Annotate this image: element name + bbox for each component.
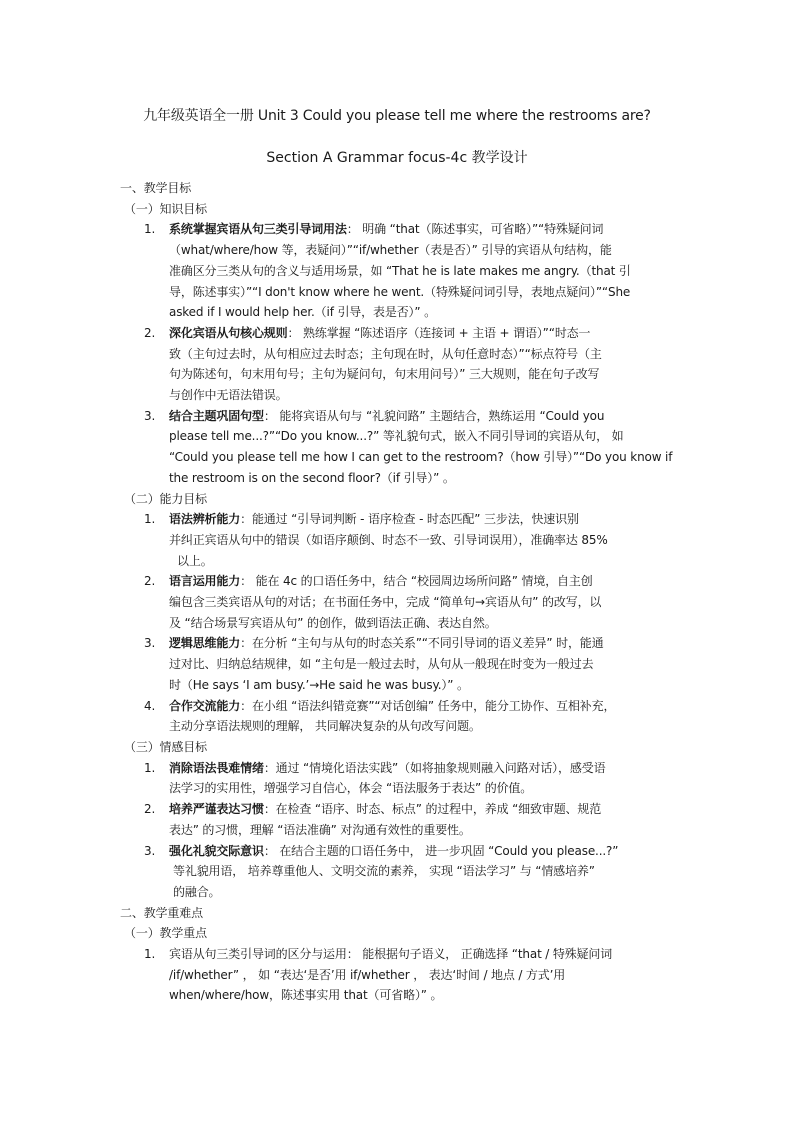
- item-text: 过对比、归纳总结规律，如 “主句是一般过去时，从句从一般现在时变为一般过去: [169, 657, 594, 672]
- list-number: 3.: [144, 636, 156, 651]
- list-item: [120, 406, 710, 489]
- document-title: 九年级英语全一册 Unit 3 Could you please tell me where the restrooms are?: [143, 108, 651, 124]
- item-text: when/where/how，陈述事实用 that（可省略）” 。: [169, 988, 443, 1003]
- list-item: [120, 758, 710, 799]
- item-text: ： 能在 4c 的口语任务中，结合 “校园周边场所问路” 情境，自主创: [240, 574, 593, 589]
- item-text: 法学习的实用性，增强学习自信心，体会 “语法服务于表达” 的价值。: [169, 781, 533, 796]
- list-item: [120, 323, 710, 406]
- list-item: [120, 944, 710, 1006]
- item-text: 等礼貌用语， 培养尊重他人、文明交流的素养， 实现 “语法学习” 与 “情感培养”: [173, 864, 595, 879]
- item-text: 时（He says ‘I am busy.’→He said he was busy.）” 。: [169, 677, 469, 692]
- list-number: 2.: [144, 325, 156, 340]
- list-number: 3.: [144, 408, 156, 423]
- list-item: [120, 633, 710, 695]
- item-title: 语法辨析能力: [169, 512, 241, 527]
- list-number: 1.: [144, 760, 156, 775]
- list-number: 3.: [144, 843, 156, 858]
- list-item: [120, 219, 710, 323]
- item-text: 致（主句过去时，从句相应过去时态；主句现在时，从句任意时态）”“标点符号（主: [169, 346, 602, 361]
- item-text: ： 明确 “that（陈述事实，可省略）”“特殊疑问词: [346, 222, 604, 237]
- item-text: 以上。: [177, 553, 213, 568]
- item-text: ：能通过 “引导词判断 - 语序检查 - 时态匹配” 三步法，快速识别: [240, 512, 579, 527]
- item-text: please tell me...?”“Do you know...?” 等礼貌句式，嵌入不同引导词的宾语从句， 如: [169, 429, 624, 444]
- list-item: [120, 509, 710, 571]
- item-text: ： 能将宾语从句与 “礼貌问路” 主题结合，熟练运用 “Could you: [263, 408, 605, 423]
- item-text: （what/where/how 等，表疑问）”“if/whether（表是否）” 引导的宾语从句结构，能: [169, 243, 612, 258]
- subsection-heading-knowledge: （一）知识目标: [124, 201, 207, 216]
- list-number: 2.: [144, 574, 156, 589]
- item-title: 合作交流能力: [169, 698, 241, 713]
- list-number: 1.: [144, 947, 156, 962]
- item-title: 强化礼貌交际意识: [169, 843, 264, 858]
- item-text: 与创作中无语法错误。: [169, 388, 288, 403]
- item-title: 培养严谨表达习惯: [169, 802, 264, 817]
- item-text: “Could you please tell me how I can get to the restroom?（how 引导）”“Do you know if: [169, 450, 673, 465]
- item-text: ：在小组 “语法纠错竞赛”“对话创编” 任务中，能分工协作、互相补充，: [240, 698, 616, 713]
- item-text: 准确区分三类从句的含义与适用场景，如 “That he is late makes me angry.（that 引: [169, 263, 631, 278]
- subsection-heading-focus: （一）教学重点: [124, 926, 207, 941]
- list-item: [120, 571, 710, 633]
- item-title: 系统掌握宾语从句三类引导词用法: [169, 222, 347, 237]
- list-item: [120, 841, 710, 903]
- item-text: 句为陈述句，句末用句号；主句为疑问句，句末用问号）” 三大规则，能在句子改写: [169, 367, 600, 382]
- item-text: asked if I would help her.（if 引导，表是否）” 。: [169, 305, 436, 320]
- item-text: 编包含三类宾语从句的对话；在书面任务中，完成 “简单句→宾语从句” 的改写，以: [169, 595, 602, 610]
- list-number: 1.: [144, 512, 156, 527]
- section-heading-key-points: 二、教学重难点: [120, 905, 203, 920]
- document-subtitle: Section A Grammar focus-4c 教学设计: [266, 150, 528, 166]
- item-text: ：在检查 “语序、时态、标点” 的过程中，养成 “细致审题、规范: [263, 802, 602, 817]
- list-item: [120, 696, 710, 737]
- item-text: 及 “结合场景写宾语从句” 的创作，做到语法正确、表达自然。: [169, 615, 497, 630]
- item-title: 消除语法畏难情绪: [169, 760, 264, 775]
- list-item: [120, 799, 710, 840]
- item-text: 导，陈述事实）”“I don't know where he went.（特殊疑问词引导，表地点疑问）”“She: [169, 284, 631, 299]
- item-text: 宾语从句三类引导词的区分与运用： 能根据句子语义， 正确选择 “that / 特殊疑问词: [169, 947, 613, 962]
- item-text: ： 在结合主题的口语任务中， 进一步巩固 “Could you please...?”: [263, 843, 619, 858]
- document-body: [120, 178, 710, 1006]
- subsection-heading-ability: （二）能力目标: [124, 491, 207, 506]
- item-text: 的融合。: [173, 884, 221, 899]
- item-text: the restroom is on the second floor?（if 引导）” 。: [169, 470, 455, 485]
- item-text: ：通过 “情境化语法实践”（如将抽象规则融入问路对话），感受语: [263, 760, 606, 775]
- item-title: 语言运用能力: [169, 574, 241, 589]
- section-heading-objectives: 一、教学目标: [120, 181, 192, 195]
- subsection-heading-emotion: （三）情感目标: [124, 739, 207, 754]
- list-number: 4.: [144, 698, 156, 713]
- list-number: 1.: [144, 222, 156, 237]
- item-text: /if/whether” ， 如 “表达‘是否’用 if/whether ， 表达‘时间 / 地点 / 方式’用: [169, 967, 566, 982]
- item-text: 主动分享语法规则的理解， 共同解决复杂的从句改写问题。: [169, 719, 481, 734]
- list-number: 2.: [144, 802, 156, 817]
- item-text: 并纠正宾语从句中的错误（如语序颠倒、时态不一致、引导词误用），准确率达 85%: [169, 532, 608, 547]
- item-text: ： 熟练掌握 “陈述语序（连接词 + 主语 + 谓语）”“时态一: [287, 325, 591, 340]
- item-text: 表达” 的习惯，理解 “语法准确” 对沟通有效性的重要性。: [169, 822, 471, 837]
- item-title: 深化宾语从句核心规则: [169, 325, 288, 340]
- item-text: ：在分析 “主句与从句的时态关系”“不同引导词的语义差异” 时，能通: [240, 636, 604, 651]
- item-title: 结合主题巩固句型: [169, 408, 264, 423]
- item-title: 逻辑思维能力: [169, 636, 241, 651]
